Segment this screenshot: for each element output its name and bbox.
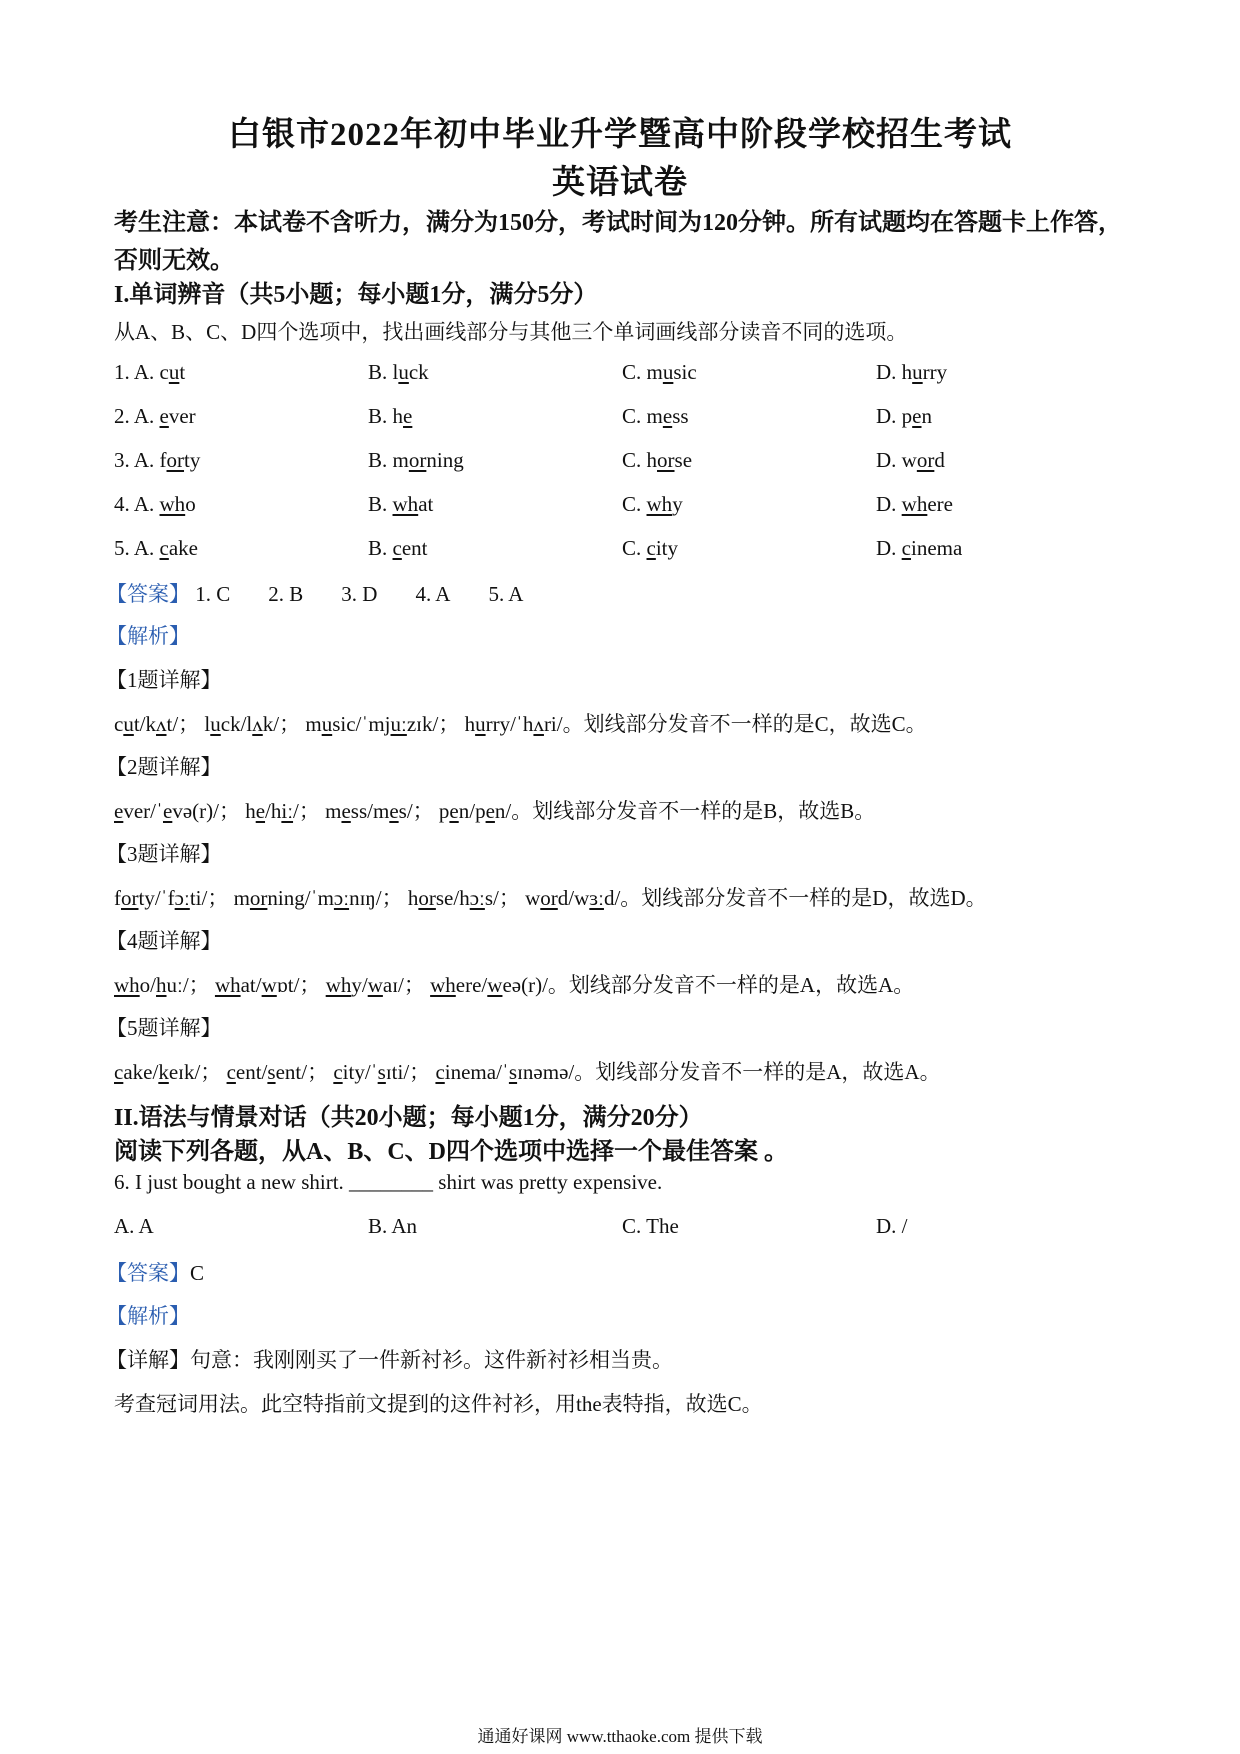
underlined-part: or — [916, 448, 935, 472]
question-1-option-d — [876, 360, 947, 385]
text-part: o/ — [139, 973, 157, 997]
question-4-option-c — [622, 492, 683, 517]
question-6-option-c: C. The — [622, 1214, 679, 1238]
section1-instruction: 从A、B、C、D四个选项中，找出画线部分与其他三个单词画线部分读音不同的选项。 — [114, 320, 908, 344]
underlined-part: e — [341, 799, 351, 823]
word-part: h — [392, 404, 404, 428]
text-part: eə(r)/。划线部分发音不一样的是A，故选A。 — [502, 973, 915, 997]
underlined-part: c — [159, 536, 169, 560]
question-3-option-b — [368, 448, 464, 473]
underlined-part: or — [418, 886, 436, 910]
underlined-part: wh — [392, 492, 419, 516]
q6-analysis-label: 【解析】 — [106, 1304, 190, 1328]
text-part: rry/ˈh — [485, 712, 534, 736]
text-part: ity/ˈ — [342, 1060, 378, 1084]
underlined-part: wh — [325, 973, 352, 997]
text-part: f — [114, 886, 121, 910]
page-footer: 通通好课网 www.tthaoke.com 提供下载 — [477, 1727, 763, 1746]
question-number: 2. — [114, 404, 134, 428]
question-6-option-b: B. An — [368, 1214, 418, 1238]
underlined-part: ɔː — [333, 886, 350, 910]
underlined-part: u — [912, 360, 923, 384]
underlined-part: ɔː — [174, 886, 190, 910]
text-part: ss/m — [350, 799, 390, 823]
word-part: rry — [922, 360, 948, 384]
option-letter: D. — [876, 360, 902, 384]
detail-text-1 — [114, 708, 927, 738]
section2-instruction: 阅读下列各题，从A、B、C、D四个选项中选择一个最佳答案 。 — [114, 1139, 789, 1165]
question-6-option-d: D. / — [876, 1214, 908, 1238]
underlined-part: wh — [430, 973, 456, 997]
underlined-part: ʌ — [252, 712, 263, 736]
word-part: ver — [168, 404, 196, 428]
answer-value: 3. D — [341, 582, 378, 606]
word-part: c — [159, 360, 169, 384]
underlined-part: s — [508, 1060, 518, 1084]
question-2-option-c — [622, 404, 689, 429]
q6-answer-row — [106, 1257, 204, 1287]
underlined-part: ʌ — [156, 712, 167, 736]
question-6-stem: 6. I just bought a new shirt. ________ shirt was pretty expensive. — [114, 1170, 663, 1194]
answer-label: 【答案】 — [106, 582, 190, 606]
word-part: ent — [401, 536, 428, 560]
word-part: se — [674, 448, 693, 472]
underlined-part: or — [121, 886, 139, 910]
q6-answer-value: C — [190, 1261, 205, 1285]
option-letter: B. — [368, 404, 393, 428]
underlined-part: e — [449, 799, 459, 823]
option-letter: B. — [368, 492, 393, 516]
question-1-option-c — [622, 360, 697, 385]
text-part: ent/ — [235, 1060, 268, 1084]
underlined-part: uː — [390, 712, 407, 736]
word-part: n — [921, 404, 932, 428]
word-part: h — [646, 448, 658, 472]
text-part: ning/ˈm — [267, 886, 334, 910]
q6-answer-label: 【答案】 — [106, 1261, 190, 1285]
word-part: l — [392, 360, 399, 384]
question-5-option-a — [114, 536, 198, 561]
question-3-option-a — [114, 448, 200, 473]
underlined-part: wh — [901, 492, 928, 516]
option-letter: D. — [876, 492, 902, 516]
text-part: ɪti/； — [385, 1060, 436, 1084]
underlined-part: e — [662, 404, 673, 428]
text-part: zɪk/； h — [406, 712, 476, 736]
detail-heading-4: 【4题详解】 — [106, 929, 222, 953]
text-part: uː/； — [166, 973, 215, 997]
q6-detail-text2: 考查冠词用法。此空特指前文提到的这件衬衫，用the表特指，故选C。 — [114, 1392, 763, 1416]
text-part: n/。划线部分发音不一样的是B，故选B。 — [494, 799, 876, 823]
text-part: d/w — [557, 886, 590, 910]
underlined-part: w — [487, 973, 503, 997]
text-part: nɪŋ/； h — [349, 886, 419, 910]
detail-text-4 — [114, 969, 914, 999]
word-part: h — [901, 360, 913, 384]
underlined-part: wh — [646, 492, 673, 516]
answer-value: 1. C — [195, 582, 231, 606]
question-3-option-c — [622, 448, 692, 473]
question-2-option-b — [368, 404, 412, 429]
underlined-part: u — [210, 712, 221, 736]
word-part: d — [934, 448, 945, 472]
text-part: /； m — [293, 799, 342, 823]
underlined-part: or — [249, 886, 268, 910]
word-part: ity — [655, 536, 679, 560]
question-4-option-b — [368, 492, 433, 517]
option-letter: C. — [622, 360, 647, 384]
question-4-option-a — [114, 492, 196, 517]
underlined-part: u — [321, 712, 333, 736]
underlined-part: u — [475, 712, 486, 736]
answer-row — [106, 578, 561, 608]
underlined-part: ɜː — [589, 886, 604, 910]
underlined-part: or — [408, 448, 427, 472]
underlined-part: c — [901, 536, 911, 560]
underlined-part: wh — [114, 973, 140, 997]
underlined-part: e — [389, 799, 399, 823]
question-2-option-a — [114, 404, 196, 429]
underlined-part: w — [261, 973, 277, 997]
text-part: ver/ˈ — [123, 799, 163, 823]
option-letter: B. — [368, 536, 393, 560]
option-letter: A. — [133, 492, 160, 516]
text-part: və(r)/； h — [172, 799, 256, 823]
option-letter: C. — [622, 536, 647, 560]
text-part: n/p — [458, 799, 486, 823]
section2-heading: II.语法与情景对话（共20小题；每小题1分，满分20分） — [114, 1105, 703, 1131]
underlined-part: w — [367, 973, 383, 997]
option-letter: B. — [368, 360, 393, 384]
underlined-part: ɔː — [469, 886, 485, 910]
text-part: ti/； m — [189, 886, 250, 910]
underlined-part: c — [226, 1060, 236, 1084]
option-letter: D. — [876, 448, 902, 472]
underlined-part: u — [398, 360, 409, 384]
question-number: 3. — [114, 448, 134, 472]
text-part: se/h — [435, 886, 470, 910]
q6-detail-label: 【详解】 — [106, 1348, 190, 1372]
underlined-part: wh — [214, 973, 241, 997]
word-part: m — [646, 404, 663, 428]
answer-values — [195, 582, 561, 606]
q6-detail-text: 句意：我刚刚买了一件新衬衫。这件新衬衫相当贵。 — [190, 1348, 673, 1372]
word-part: inema — [911, 536, 963, 560]
word-part: ty — [184, 448, 201, 472]
underlined-part: e — [114, 799, 124, 823]
option-letter: D. — [876, 404, 902, 428]
word-part: ning — [426, 448, 464, 472]
question-5-option-b — [368, 536, 428, 561]
text-part: ent/； — [275, 1060, 334, 1084]
underlined-part: s — [377, 1060, 386, 1084]
underlined-part: c — [333, 1060, 343, 1084]
option-letter: C. — [622, 448, 647, 472]
text-part: t/； l — [166, 712, 211, 736]
detail-text-2 — [114, 795, 875, 825]
word-part: p — [901, 404, 913, 428]
underlined-part: c — [114, 1060, 124, 1084]
detail-heading-2: 【2题详解】 — [106, 755, 222, 779]
underlined-part: h — [156, 973, 167, 997]
text-part: s/； w — [484, 886, 541, 910]
underlined-part: or — [657, 448, 675, 472]
text-part: s/； p — [398, 799, 450, 823]
word-part: ck — [408, 360, 429, 384]
underlined-part: or — [540, 886, 558, 910]
answer-value: 2. B — [268, 582, 304, 606]
detail-heading-5: 【5题详解】 — [106, 1016, 222, 1040]
word-part: o — [185, 492, 196, 516]
exam-subtitle: 英语试卷 — [552, 165, 688, 201]
underlined-part: wh — [159, 492, 186, 516]
text-part: ri/。划线部分发音不一样的是C，故选C。 — [543, 712, 927, 736]
underlined-part: e — [162, 799, 173, 823]
text-part: eɪk/； — [168, 1060, 227, 1084]
text-part: sic/ˈmj — [332, 712, 391, 736]
word-part: m — [392, 448, 409, 472]
text-part: ɪnəmə/。划线部分发音不一样的是A，故选A。 — [517, 1060, 941, 1084]
detail-text-3 — [114, 882, 987, 912]
analysis-label: 【解析】 — [106, 624, 190, 648]
option-letter: A. — [133, 448, 160, 472]
question-number: 4. — [114, 492, 134, 516]
underlined-part: u — [168, 360, 180, 384]
option-letter: A. — [133, 360, 160, 384]
question-1-option-a — [114, 360, 185, 385]
answer-value: 5. A — [488, 582, 524, 606]
question-5-option-c — [622, 536, 678, 561]
underlined-part: u — [123, 712, 134, 736]
option-letter: C. — [622, 404, 647, 428]
underlined-part: u — [662, 360, 674, 384]
question-2-option-d — [876, 404, 932, 429]
detail-text-5 — [114, 1056, 941, 1086]
exam-title: 白银市2022年初中毕业升学暨高中阶段学校招生考试 — [228, 117, 1012, 153]
text-part: t/k — [133, 712, 156, 736]
exam-notice: 考生注意：本试卷不含听力，满分为150分，考试时间为120分钟。所有试题均在答题卡上作答，否则无效。 — [114, 210, 1122, 274]
underlined-part: c — [392, 536, 402, 560]
underlined-part: e — [485, 799, 495, 823]
text-part: inema/ˈ — [444, 1060, 509, 1084]
text-part: c — [114, 712, 124, 736]
section1-heading: I.单词辨音（共5小题；每小题1分，满分5分） — [114, 282, 598, 308]
question-6-option-a: A. A — [114, 1214, 154, 1238]
text-part: aɪ/； — [382, 973, 431, 997]
question-3-option-d — [876, 448, 945, 473]
text-part: /h — [265, 799, 282, 823]
text-part: y/ — [351, 973, 368, 997]
word-part: t — [179, 360, 186, 384]
underlined-part: ʌ — [533, 712, 544, 736]
option-letter: A. — [133, 536, 160, 560]
question-number: 5. — [114, 536, 134, 560]
text-part: d/。划线部分发音不一样的是D，故选D。 — [603, 886, 987, 910]
underlined-part: e — [255, 799, 266, 823]
question-1-option-b — [368, 360, 429, 385]
option-letter: B. — [368, 448, 393, 472]
option-letter: D. — [876, 536, 902, 560]
text-part: k/； m — [262, 712, 322, 736]
underlined-part: e — [159, 404, 169, 428]
text-part: ck/l — [220, 712, 253, 736]
underlined-part: or — [166, 448, 185, 472]
question-4-option-d — [876, 492, 953, 517]
detail-heading-1: 【1题详解】 — [106, 668, 222, 692]
word-part: ss — [672, 404, 689, 428]
question-number: 1. — [114, 360, 134, 384]
question-5-option-d — [876, 536, 962, 561]
underlined-part: c — [435, 1060, 445, 1084]
underlined-part: e — [912, 404, 922, 428]
word-part: y — [672, 492, 683, 516]
underlined-part: c — [646, 536, 656, 560]
word-part: ake — [168, 536, 198, 560]
text-part: ɒt/； — [276, 973, 326, 997]
word-part: at — [418, 492, 434, 516]
word-part: w — [901, 448, 917, 472]
underlined-part: s — [267, 1060, 276, 1084]
word-part: m — [646, 360, 663, 384]
text-part: at/ — [240, 973, 262, 997]
underlined-part: iː — [281, 799, 294, 823]
word-part: f — [159, 448, 167, 472]
answer-value: 4. A — [415, 582, 451, 606]
option-letter: C. — [622, 492, 647, 516]
text-part: ake/ — [123, 1060, 159, 1084]
detail-heading-3: 【3题详解】 — [106, 842, 222, 866]
q6-detail — [106, 1344, 673, 1374]
text-part: ere/ — [455, 973, 488, 997]
underlined-part: e — [403, 404, 413, 428]
word-part: ere — [927, 492, 953, 516]
text-part: ty/ˈf — [138, 886, 175, 910]
option-letter: A. — [133, 404, 160, 428]
underlined-part: k — [158, 1060, 169, 1084]
word-part: sic — [673, 360, 697, 384]
